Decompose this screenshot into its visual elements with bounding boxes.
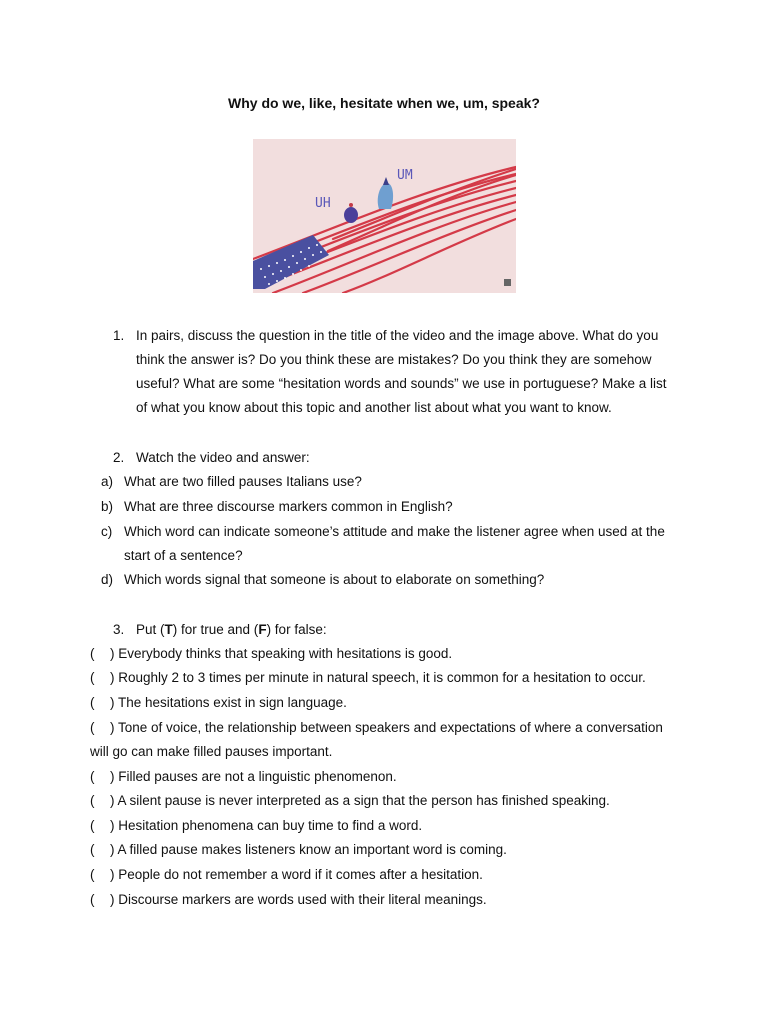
page-title: Why do we, like, hesitate when we, um, speak? [228, 95, 540, 111]
q2-item-text: Which words signal that someone is about to elaborate on something? [124, 572, 545, 587]
video-thumbnail-image [253, 139, 516, 293]
statement-text: ) The hesitations exist in sign language. [110, 695, 347, 710]
q2-number: 2. [113, 450, 125, 465]
answer-paren[interactable]: ( [90, 646, 95, 661]
q1-number: 1. [113, 328, 125, 343]
q2-item-text: What are three discourse markers common in English? [124, 499, 453, 514]
q2-item-letter: a) [101, 474, 114, 489]
label-um: UM [397, 168, 413, 183]
statement-text: ) People do not remember a word if it comes after a hesitation. [110, 867, 483, 882]
q2-item-text-cont: start of a sentence? [124, 548, 243, 563]
q3-number: 3. [113, 622, 125, 637]
q2-item-letter: b) [101, 499, 114, 514]
answer-paren[interactable]: ( [90, 695, 95, 710]
q2-text: Watch the video and answer: [136, 450, 310, 465]
true-marker: T [164, 622, 173, 637]
answer-paren[interactable]: ( [90, 670, 95, 685]
q1-line-4: of what you know about this topic and another list about what you want to know. [136, 400, 612, 415]
statement-text: ) Roughly 2 to 3 times per minute in natural speech, it is common for a hesitation to occur. [110, 670, 646, 685]
statement-text: ) A silent pause is never interpreted as a sign that the person has finished speaking. [110, 793, 610, 808]
statement-text: ) Everybody thinks that speaking with hesitations is good. [110, 646, 453, 661]
statement-text: ) Tone of voice, the relationship between speakers and expectations of where a conversation [110, 720, 663, 735]
answer-paren[interactable]: ( [90, 867, 95, 882]
statement-text: ) Discourse markers are words used with their literal meanings. [110, 892, 487, 907]
statement-text: ) A filled pause makes listeners know an important word is coming. [110, 842, 507, 857]
answer-paren[interactable]: ( [90, 892, 95, 907]
q1-line-3: useful? What are some “hesitation words and sounds” we use in portuguese? Make a list [136, 376, 667, 391]
statement-text: ) Filled pauses are not a linguistic phenomenon. [110, 769, 397, 784]
answer-paren[interactable]: ( [90, 818, 95, 833]
label-uh: UH [315, 196, 331, 211]
q2-item-text: What are two filled pauses Italians use? [124, 474, 362, 489]
answer-paren[interactable]: ( [90, 720, 95, 735]
q3-instruction: Put (T) for true and (F) for false: [136, 622, 327, 637]
q2-item-letter: c) [101, 524, 113, 539]
answer-paren[interactable]: ( [90, 769, 95, 784]
corner-logo-icon [504, 279, 511, 286]
q2-item-text: Which word can indicate someone’s attitude and make the listener agree when used at the [124, 524, 665, 539]
answer-paren[interactable]: ( [90, 793, 95, 808]
false-marker: F [258, 622, 267, 637]
answer-paren[interactable]: ( [90, 842, 95, 857]
statement-text-cont: will go can make filled pauses important. [90, 744, 333, 759]
q1-line-1: In pairs, discuss the question in the title of the video and the image above. What do you [136, 328, 659, 343]
statement-text: ) Hesitation phenomena can buy time to find a word. [110, 818, 423, 833]
q1-line-2: think the answer is? Do you think these are mistakes? Do you think they are somehow [136, 352, 652, 367]
q2-item-letter: d) [101, 572, 114, 587]
